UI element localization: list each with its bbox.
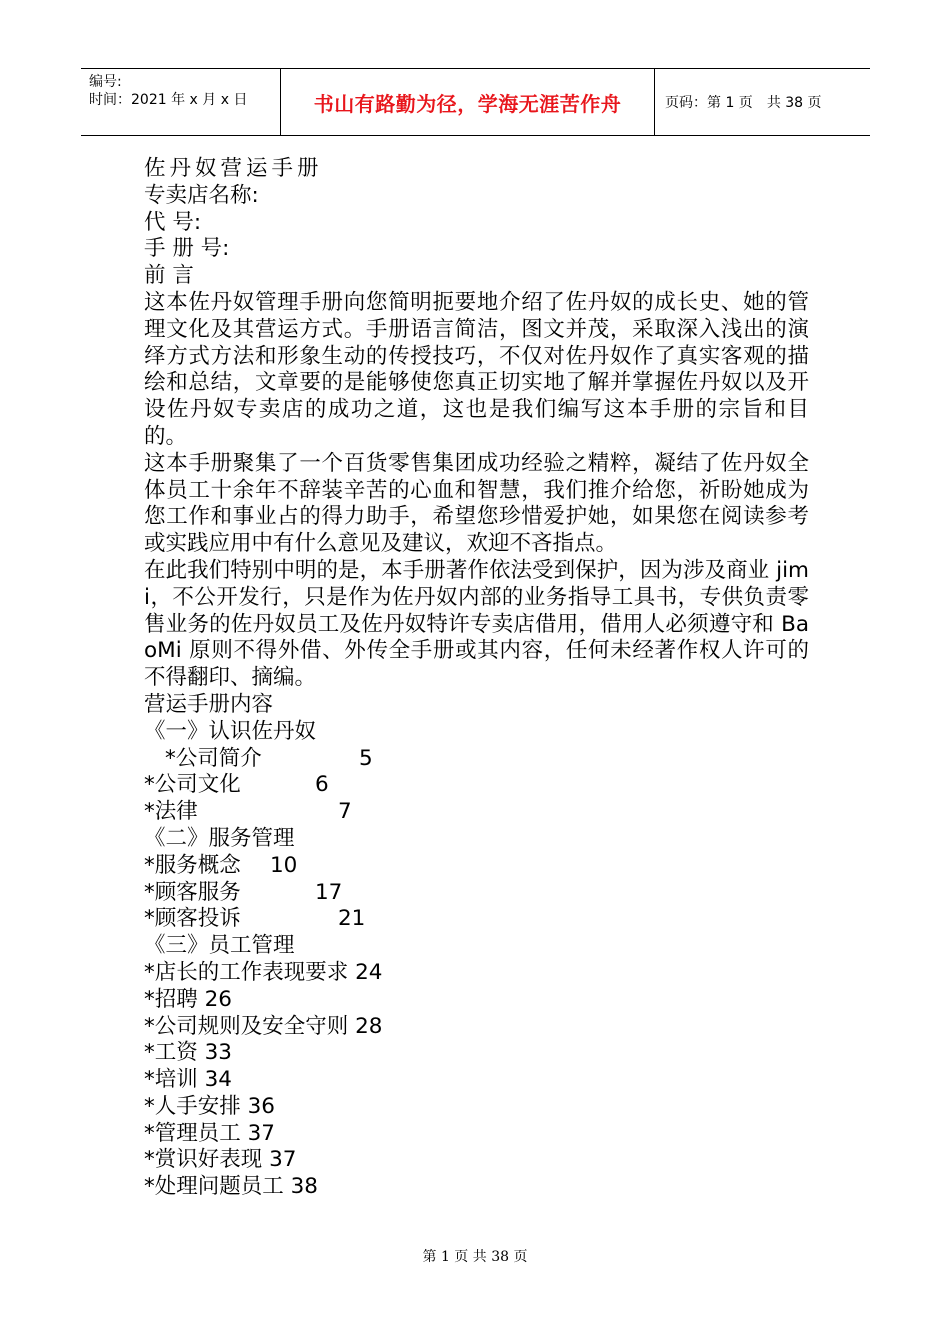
manual-no-label: 手 册 号: xyxy=(144,236,230,262)
toc-item-page: 5 xyxy=(359,745,373,771)
toc-item-page: 33 xyxy=(204,1040,232,1066)
header-code-label: 编号: xyxy=(89,74,122,90)
toc-item-label: *人手安排 xyxy=(144,1093,241,1119)
toc-item-label: *招聘 xyxy=(144,986,198,1012)
preface-heading: 前 言 xyxy=(144,263,194,289)
toc-item xyxy=(144,1121,809,1148)
contents-heading: 营运手册内容 xyxy=(144,691,274,717)
preface-paragraph-1: 这本佐丹奴管理手册向您简明扼要地介绍了佐丹奴的成长史、她的管理文化及其营运方式。手册语言简洁，图文并茂，采取深入浅出的演绎方式方法和形象生动的传授技巧，不仅对佐丹奴作了真实客观的描绘和总结，文章要的是能够使您真正切实地了解并掌握佐丹奴以及开设佐丹奴专卖店的成功之道，这也是我们编写这本手册的宗旨和目的。 xyxy=(144,289,809,449)
document-title: 佐丹奴营运手册 xyxy=(144,156,323,181)
toc-item-page: 24 xyxy=(355,959,383,985)
toc-item xyxy=(144,906,809,933)
toc-section-heading: 《二》服务管理 xyxy=(144,825,295,851)
toc-item-page: 34 xyxy=(204,1067,232,1093)
page-header xyxy=(81,68,870,136)
toc-item-page: 37 xyxy=(269,1147,297,1173)
preface-paragraph-2: 这本手册聚集了一个百货零售集团成功经验之精粹，凝结了佐丹奴全体员工十余年不辞装辛苦的心血和智慧，我们推介给您，祈盼她成为您工作和事业占的得力助手，希望您珍惜爱护她，如果您在阅读参考或实践应用中有什么意见及建议，欢迎不吝指点。 xyxy=(144,450,809,557)
document-body xyxy=(144,156,809,1201)
toc-item-label: *工资 xyxy=(144,1040,198,1066)
toc-item xyxy=(144,853,809,880)
toc-item xyxy=(144,987,809,1014)
toc-item-page: 6 xyxy=(315,772,329,798)
toc-item xyxy=(144,1147,809,1174)
toc-item-page: 26 xyxy=(204,986,232,1012)
toc-item-label: *处理问题员工 xyxy=(144,1174,284,1200)
toc-item-page: 10 xyxy=(270,852,298,878)
toc-item xyxy=(144,1094,809,1121)
toc-item-label: *法律 xyxy=(144,799,198,825)
code-label: 代 号: xyxy=(144,209,202,235)
header-time-label: 时间：2021 年 x 月 x 日 xyxy=(89,92,248,108)
toc-item xyxy=(144,1067,809,1094)
page-footer: 第 1 页 共 38 页 xyxy=(422,1249,528,1265)
toc-item-page: 36 xyxy=(247,1093,275,1119)
preface-paragraph-3: 在此我们特别中明的是，本手册著作依法受到保护，因为涉及商业 jimi，不公开发行，只是作为佐丹奴内部的业务指导工具书，专供负责零售业务的佐丹奴员工及佐丹奴特许专卖店借用，借用人必须遵守和 BaoMi 原则不得外借、外传全手册或其内容，任何未经著作权人许可的不得翻印、摘编。 xyxy=(144,557,809,691)
toc-item xyxy=(144,746,809,773)
toc-item-page: 7 xyxy=(338,799,352,825)
toc-item-label: *管理员工 xyxy=(144,1120,241,1146)
header-page-total: 共 38 页 xyxy=(766,95,822,111)
toc-item-label: *服务概念 xyxy=(144,852,241,878)
toc-item-label: *顾客服务 xyxy=(144,879,241,905)
toc-section-heading: 《三》员工管理 xyxy=(144,933,295,959)
header-meta xyxy=(81,69,281,135)
toc-item-label: *赏识好表现 xyxy=(144,1147,263,1173)
toc-item-page: 28 xyxy=(355,1013,383,1039)
header-page-current: 页码：第 1 页 xyxy=(665,95,753,111)
store-name-label: 专卖店名称: xyxy=(144,182,259,208)
toc-item-label: *公司规则及安全守则 xyxy=(144,1013,349,1039)
toc-item-page: 37 xyxy=(247,1120,275,1146)
toc-item-page: 21 xyxy=(338,906,366,932)
toc-item-page: 38 xyxy=(290,1174,318,1200)
toc-item-label: *店长的工作表现要求 xyxy=(144,959,349,985)
toc-item-label: *公司简介 xyxy=(165,745,262,771)
toc-item xyxy=(144,880,809,907)
toc-item xyxy=(144,1040,809,1067)
toc-item xyxy=(144,960,809,987)
toc-item-label: *培训 xyxy=(144,1067,198,1093)
header-page-info xyxy=(655,69,870,135)
toc-item-label: *公司文化 xyxy=(144,772,241,798)
toc-item xyxy=(144,799,809,826)
toc-item xyxy=(144,1174,809,1201)
toc-item-label: *顾客投诉 xyxy=(144,906,241,932)
toc-item xyxy=(144,1014,809,1041)
header-motto: 书山有路勤为径，学海无涯苦作舟 xyxy=(281,69,655,135)
toc-item xyxy=(144,772,809,799)
toc-item-page: 17 xyxy=(315,879,343,905)
toc-section-heading: 《一》认识佐丹奴 xyxy=(144,718,317,744)
